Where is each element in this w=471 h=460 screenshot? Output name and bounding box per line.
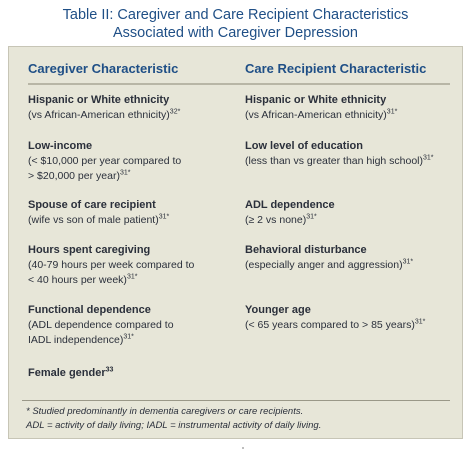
citation-superscript: 31* [119, 169, 131, 177]
care-recipient-item-heading [245, 303, 455, 318]
heading-text: Low-income [28, 140, 93, 152]
heading-text: Hours spent caregiving [28, 244, 151, 256]
heading-text: Functional dependence [28, 304, 151, 316]
caregiver-item-heading [28, 366, 238, 381]
care-recipient-item [245, 198, 455, 228]
page-mark [242, 447, 244, 449]
care-recipient-item-detail [245, 213, 455, 228]
heading-text: Female gender [28, 367, 106, 379]
header-care-recipient: Care Recipient Characteristic [245, 61, 427, 76]
citation-superscript: 31* [123, 333, 134, 341]
care-recipient-item [245, 139, 455, 169]
citation-superscript: 31* [414, 318, 426, 326]
header-divider [28, 83, 450, 85]
detail-text: (40-79 hours per week compared to [28, 259, 195, 271]
caregiver-item-detail [28, 213, 238, 228]
caregiver-item [28, 303, 238, 348]
citation-superscript: 33 [105, 366, 114, 374]
caregiver-item-heading [28, 198, 238, 213]
care-recipient-item-detail [245, 258, 455, 273]
detail-text: IADL independence) [28, 334, 124, 346]
care-recipient-item [245, 243, 455, 273]
detail-text: > $20,000 per year) [28, 170, 120, 182]
heading-text: Hispanic or White ethnicity [28, 94, 170, 106]
care-recipient-item [245, 93, 455, 123]
citation-superscript: 31* [126, 273, 138, 281]
care-recipient-item-detail [245, 108, 455, 123]
detail-text: < 40 hours per week) [28, 274, 127, 286]
detail-text: (< $10,000 per year compared to [28, 155, 182, 167]
care-recipient-item-heading [245, 139, 455, 154]
title-line-2: Associated with Caregiver Depression [113, 25, 358, 41]
heading-text: Hispanic or White ethnicity [245, 94, 387, 106]
caregiver-item [28, 366, 238, 381]
detail-text: (ADL dependence compared to [28, 319, 174, 331]
care-recipient-item-heading [245, 243, 455, 258]
detail-text: (< 65 years compared to > 85 years) [245, 319, 415, 331]
detail-text: (especially anger and aggression) [245, 259, 403, 271]
caregiver-item-detail [28, 318, 238, 333]
title-line-1: Table II: Caregiver and Care Recipient Characteristics [62, 7, 409, 23]
caregiver-item-heading [28, 93, 238, 108]
citation-superscript: 31* [158, 213, 170, 221]
heading-text: Spouse of care recipient [28, 199, 156, 211]
caregiver-item-detail [28, 333, 238, 348]
caregiver-item [28, 139, 238, 184]
footnote-2: ADL = activity of daily living; IADL = instrumental activity of daily living. [26, 420, 322, 431]
table-panel [8, 46, 463, 439]
detail-text: (wife vs son of male patient) [28, 214, 159, 226]
heading-text: Younger age [245, 304, 311, 316]
citation-superscript: 31* [402, 258, 414, 266]
heading-text: Low level of education [245, 140, 363, 152]
heading-text: Behavioral disturbance [245, 244, 367, 256]
caregiver-item [28, 198, 238, 228]
detail-text: (≥ 2 vs none) [245, 214, 307, 226]
footnote-divider [22, 400, 450, 401]
detail-text: (less than vs greater than high school) [245, 155, 424, 167]
caregiver-item [28, 243, 238, 288]
citation-superscript: 31* [306, 213, 317, 221]
table-title [0, 6, 471, 42]
detail-text: (vs African-American ethnicity) [245, 109, 387, 121]
caregiver-item [28, 93, 238, 123]
care-recipient-item-heading [245, 198, 455, 213]
caregiver-item-heading [28, 303, 238, 318]
caregiver-item-detail [28, 273, 238, 288]
caregiver-item-detail [28, 154, 238, 169]
detail-text: (vs African-American ethnicity) [28, 109, 170, 121]
heading-text: ADL dependence [245, 199, 335, 211]
citation-superscript: 31* [386, 108, 398, 116]
caregiver-item-heading [28, 243, 238, 258]
care-recipient-item-detail [245, 318, 455, 333]
care-recipient-item-heading [245, 93, 455, 108]
citation-superscript: 32* [169, 108, 181, 116]
header-caregiver: Caregiver Characteristic [28, 61, 179, 76]
caregiver-item-detail [28, 169, 238, 184]
caregiver-item-detail [28, 258, 238, 273]
caregiver-item-heading [28, 139, 238, 154]
caregiver-item-detail [28, 108, 238, 123]
citation-superscript: 31* [423, 154, 434, 162]
care-recipient-item [245, 303, 455, 333]
footnote-1: * Studied predominantly in dementia caregivers or care recipients. [26, 406, 304, 417]
care-recipient-item-detail [245, 154, 455, 169]
